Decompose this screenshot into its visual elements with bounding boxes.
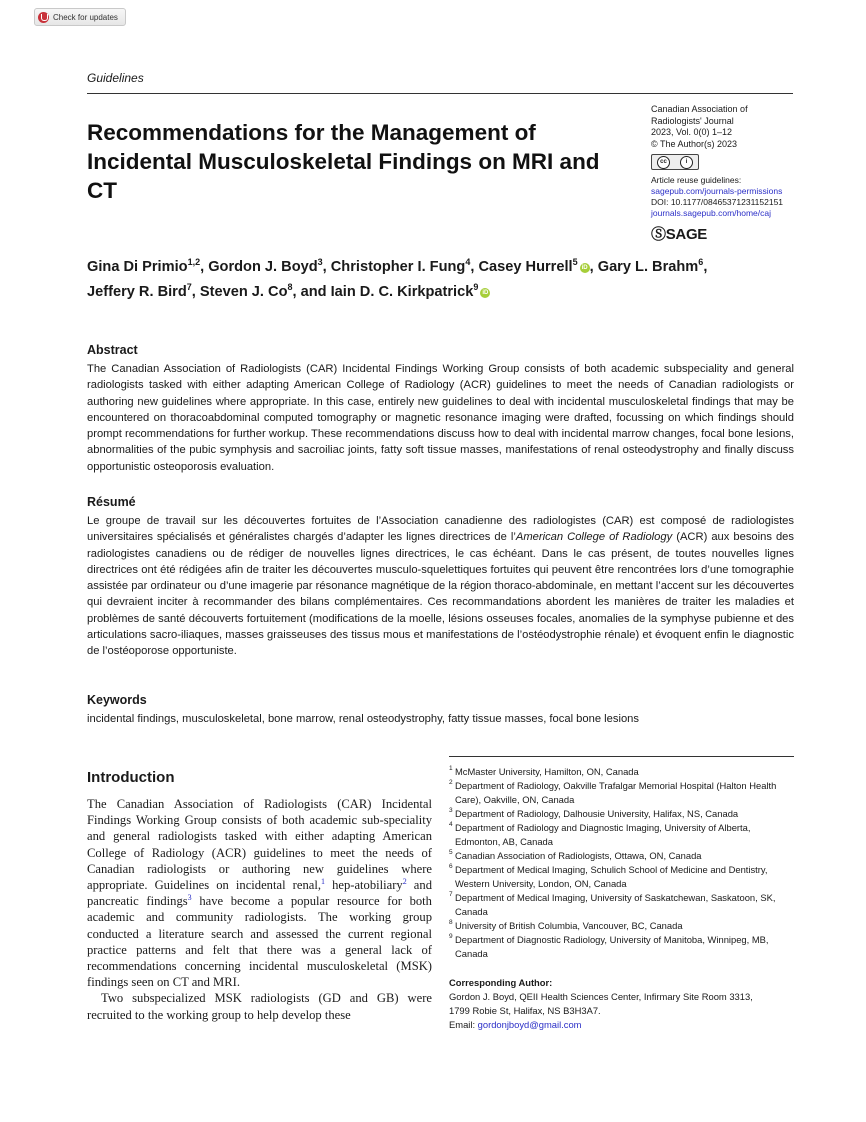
- article-type: Guidelines: [87, 71, 144, 85]
- article-title: Recommendations for the Management of Incidental Musculoskeletal Findings on MRI and CT: [87, 120, 600, 203]
- doi: DOI: 10.1177/08465371231152151: [651, 197, 784, 207]
- affiliation-number: 7: [449, 891, 453, 898]
- affiliation-item: [449, 807, 795, 821]
- author-separator: ,: [191, 283, 200, 300]
- affiliation-text: University of British Columbia, Vancouver, BC, Canada: [455, 920, 683, 931]
- affiliation-number: 3: [449, 807, 453, 814]
- author-name: Gordon J. Boyd: [208, 258, 318, 275]
- corresponding-line: 1799 Robie St, Halifax, NS B3H3A7.: [449, 1005, 601, 1016]
- affiliation-number: 2: [449, 779, 453, 786]
- affiliation-number: 8: [449, 919, 453, 926]
- email-link[interactable]: gordonjboyd@gmail.com: [477, 1019, 582, 1030]
- journal-info: [651, 104, 811, 150]
- author-separator: ,: [200, 258, 209, 275]
- introduction-body: [87, 796, 432, 1023]
- affiliation-item: [449, 933, 795, 961]
- corresponding-author: [449, 976, 795, 1032]
- corresponding-heading: Corresponding Author:: [449, 977, 553, 988]
- resume-heading: Résumé: [87, 495, 136, 509]
- author-name: Steven J. Co: [199, 283, 288, 300]
- affiliation-number: 1: [449, 765, 453, 772]
- author-list: [87, 252, 807, 302]
- affiliation-number: 4: [449, 821, 453, 828]
- affiliation-text: McMaster University, Hamilton, ON, Canada: [455, 766, 639, 777]
- introduction-heading: Introduction: [87, 769, 175, 786]
- author-affiliation-ref[interactable]: 9: [473, 281, 479, 292]
- citation-link[interactable]: 2: [402, 876, 407, 886]
- author-name: Casey Hurrell: [478, 258, 573, 275]
- journal-line: 2023, Vol. 0(0) 1–12: [651, 127, 733, 137]
- resume-text: Le groupe de travail sur les découvertes fortuites de l’Association canadienne des radiologistes (CAR) est composé de radiologistes universitaires spécialisés et généralistes chargés d’adapter les lignes directrices de l’American College of Radiology (ACR) aux besoins des radiologistes canadiens ou de rédiger de nouvelles lignes directrices, le cas échéant. Dans le cas présent, de toutes nouvelles lignes directrices ont été rédigées afin de traiter les découvertes musculo-squelettiques fortuites qui peuvent être rencontrées lors d’une tomographie assistée par ordinateur ou d’une imagerie par résonance magnétique de la région thoraco-abdominale, en mettant l’accent sur les découvertes qui devraient inciter à recommander des bilans complémentaires. Ces recommandations abordent les manières de traiter les maladies et problèmes de santé découverts fortuitement (modifications de la moelle, lésions osseuses focales, anomalies de la symphyse pubienne et des articulations sacro-iliaques, masses graisseuses des tissus mous et manifestations de l’ostéodystrophie rénale) et évoquent enfin le diagnostic de l’ostéoporose opportuniste.: [87, 515, 794, 658]
- abstract-heading: Abstract: [87, 343, 138, 357]
- affiliation-text: Department of Medical Imaging, Schulich School of Medicine and Dentistry, Western University, London, ON, Canada: [455, 864, 768, 889]
- author-name: Gary L. Brahm: [597, 258, 699, 275]
- update-icon: [38, 12, 49, 23]
- abstract-text: The Canadian Association of Radiologists (CAR) Incidental Findings Working Group consists of both academic subspeciality and general radiologists tasked with either adapting American College of Radiology (ACR) guidelines to meet the needs of Canadian radiologists or authoring new guidelines where appropriate. In this case, entirely new guidelines to deal with incidental musculoskeletal findings that may be encountered on thoracoabdominal computed tomography or magnetic resonance imaging were drafted, focussing on which findings should prompt recommendations for further workup. These recommendations discuss how to deal with incidental marrow changes, focal bone lesions, abnormalities of the pubic symphysis and sacroiliac joints, fatty soft tissue masses, manifestations of renal osteodystrophy and finally discuss opportunistic osteoporosis evaluation.: [87, 363, 794, 473]
- author-name: Christopher I. Fung: [330, 258, 466, 275]
- affiliation-number: 5: [449, 849, 453, 856]
- affiliation-text: Department of Radiology, Dalhousie University, Halifax, NS, Canada: [455, 808, 739, 819]
- affiliation-text: Department of Radiology and Diagnostic Imaging, University of Alberta, Edmonton, AB, Canada: [455, 822, 751, 847]
- citation-link[interactable]: 3: [187, 893, 192, 903]
- author-affiliation-ref[interactable]: 3: [317, 257, 323, 267]
- cc-by-license-icon[interactable]: cc i: [651, 154, 699, 170]
- affiliations-rule: [449, 756, 794, 757]
- paragraph: Two subspecialized MSK radiologists (GD and GB) were recruited to the working group to help develop these: [87, 991, 432, 1022]
- affiliation-item: [449, 863, 795, 891]
- affiliation-text: Department of Radiology, Oakville Trafalgar Memorial Hospital (Halton Health Care), Oakville, ON, Canada: [455, 780, 777, 805]
- author-name: Iain D. C. Kirkpatrick: [330, 283, 474, 300]
- author-affiliation-ref[interactable]: 7: [186, 281, 192, 292]
- journal-link[interactable]: journals.sagepub.com/home/caj: [651, 208, 772, 218]
- sage-logo-icon: Ⓢ: [651, 226, 666, 243]
- orcid-icon[interactable]: iD: [482, 289, 489, 296]
- check-for-updates-label: Check for updates: [53, 12, 118, 22]
- author-separator: ,: [470, 258, 479, 275]
- sage-logo: ⓈSAGE: [651, 226, 708, 243]
- author-separator: ,: [589, 258, 598, 275]
- citation-link[interactable]: 1: [320, 876, 325, 886]
- author-affiliation-ref[interactable]: 5: [572, 257, 578, 267]
- journal-line: © The Author(s) 2023: [651, 138, 738, 149]
- author-separator: ,: [322, 258, 331, 275]
- affiliation-item: [449, 849, 795, 863]
- check-for-updates-button[interactable]: [34, 8, 126, 26]
- author-name: Gina Di Primio: [87, 258, 188, 275]
- affiliation-text: Department of Diagnostic Radiology, University of Manitoba, Winnipeg, MB, Canada: [455, 934, 769, 959]
- reuse-label: Article reuse guidelines:: [651, 175, 742, 185]
- orcid-icon[interactable]: iD: [581, 264, 588, 271]
- affiliation-item: [449, 891, 795, 919]
- affiliation-item: [449, 821, 795, 849]
- affiliation-number: 6: [449, 863, 453, 870]
- affiliation-item: [449, 919, 795, 933]
- author-name: Jeffery R. Bird: [87, 283, 187, 300]
- email-label: Email:: [449, 1019, 478, 1030]
- journal-line: Canadian Association of: [651, 104, 748, 114]
- affiliation-text: Department of Medical Imaging, University of Saskatchewan, Saskatoon, SK, Canada: [455, 892, 776, 917]
- keywords-text: incidental findings, musculoskeletal, bone marrow, renal osteodystrophy, fatty tissue masses, focal bone lesions: [87, 713, 639, 725]
- author-affiliation-ref[interactable]: 8: [287, 281, 293, 292]
- affiliation-text: Canadian Association of Radiologists, Ottawa, ON, Canada: [455, 850, 702, 861]
- affiliation-item: [449, 779, 795, 807]
- keywords-heading: Keywords: [87, 693, 147, 707]
- corresponding-line: Gordon J. Boyd, QEII Health Sciences Center, Infirmary Site Room 3313,: [449, 991, 753, 1002]
- journal-line: Radiologists' Journal: [651, 115, 734, 126]
- affiliation-item: [449, 765, 795, 779]
- author-affiliation-ref[interactable]: 1,2: [187, 257, 201, 267]
- affiliation-number: 9: [449, 933, 453, 940]
- header-rule: [87, 93, 793, 94]
- permissions-link[interactable]: sagepub.com/journals-permissions: [651, 186, 783, 196]
- author-affiliation-ref[interactable]: 4: [465, 257, 471, 267]
- author-separator: ,: [703, 258, 708, 275]
- paragraph: The Canadian Association of Radiologists (CAR) Incidental Findings Working Group consists of both academic sub-speciality and general radiologists tasked with either adapting American College of Radiology (ACR) guidelines to meet the needs of Canadian radiologists or authoring new guidelines where appropriate. Guidelines on incidental renal,$^1$ hep-atobiliary$^2$ and pancreatic findings$^3$ have become a popular resource for both academic and community radiologists. The working group conducted a literature search and assessed the current regional practice patterns and felt that there was a general lack of recommendations concerning incidental musculoskeletal (MSK) findings seen on CT and MRI.: [87, 797, 432, 990]
- reuse-info: [651, 175, 821, 219]
- affiliations-list: [449, 765, 795, 961]
- author-separator: , and: [292, 283, 331, 300]
- author-affiliation-ref[interactable]: 6: [698, 257, 704, 267]
